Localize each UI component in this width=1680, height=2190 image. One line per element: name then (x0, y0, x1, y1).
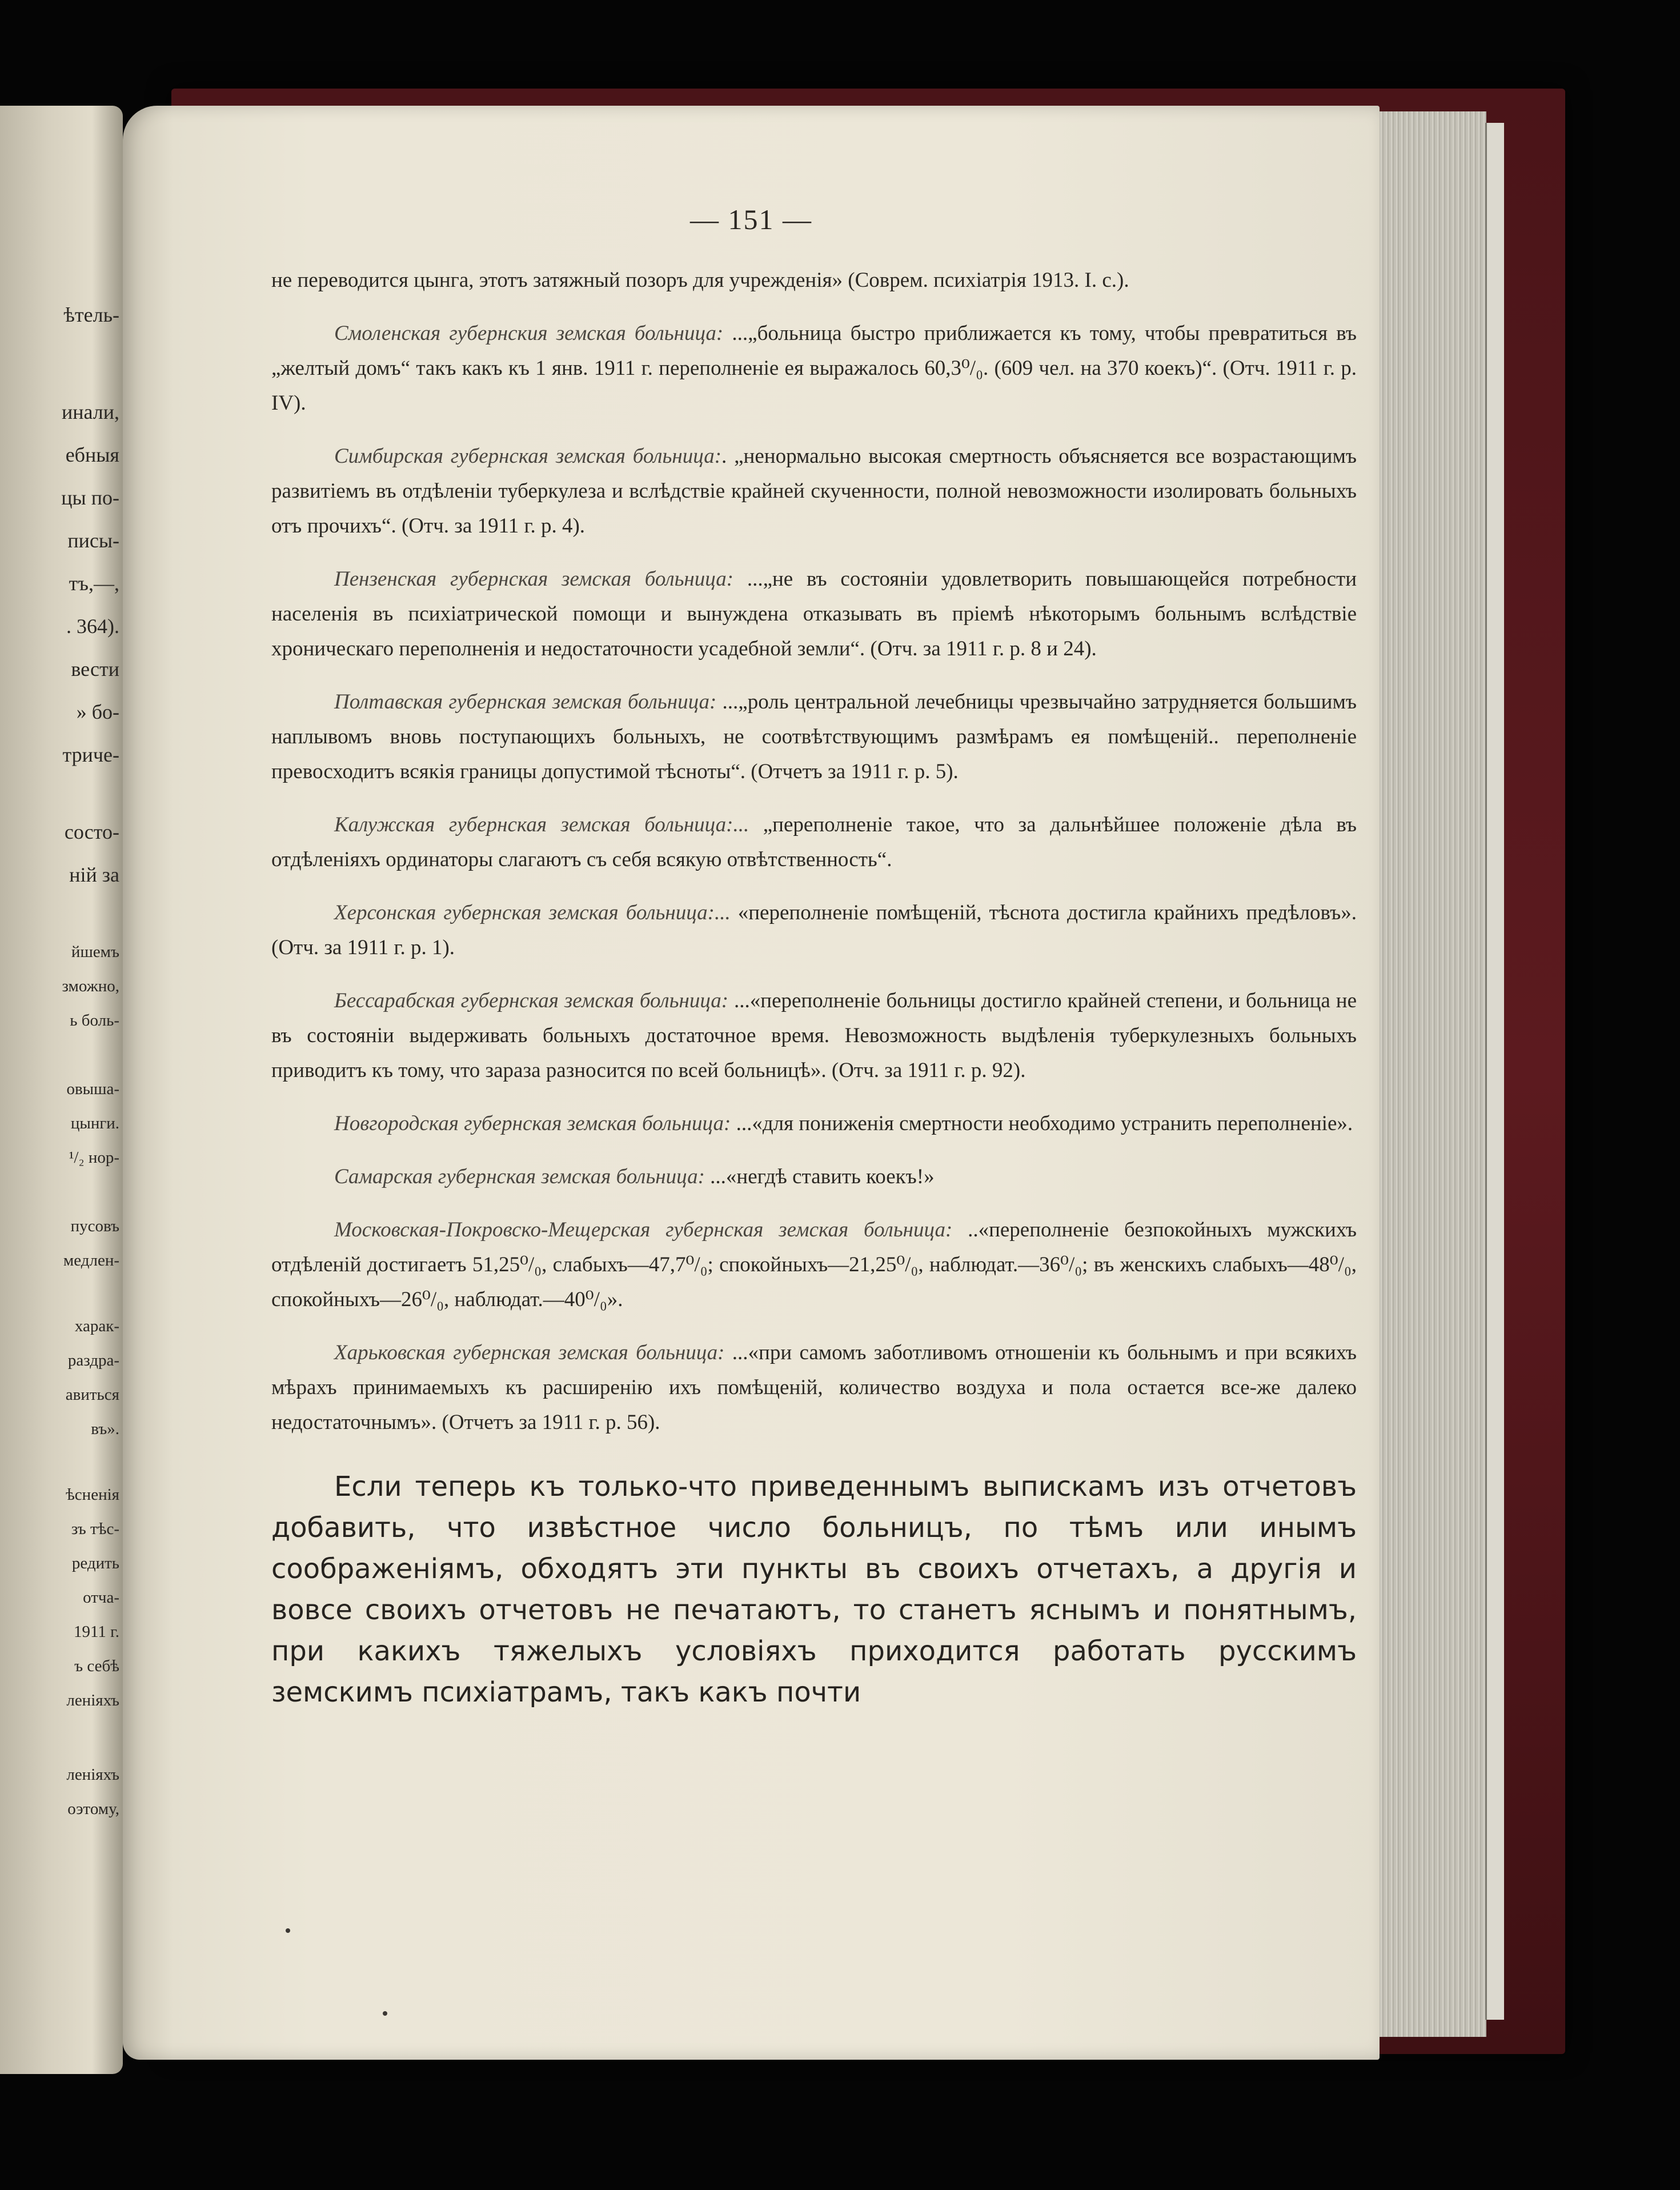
paragraph (271, 1106, 1357, 1141)
paragraph-text: ...„роль центральной лечебницы чрезвычайно затрудняется большимъ наплывомъ вновь поступающихъ больныхъ, не соотвѣтствующимъ размѣрамъ ея помѣщеній.. переполненіе превосходитъ всякія границы допустимой тѣсноты“. (Отчетъ за 1911 г. р. 5). (271, 690, 1357, 783)
speck (286, 1928, 290, 1933)
left-page-fragment: ъ себѣ (74, 1657, 119, 1675)
left-page-fragment: ¹/₂ нор- (69, 1148, 119, 1167)
paragraph (271, 684, 1357, 789)
paragraph-text: ...«для пониженія смертности необходимо устранить переполненіе». (731, 1112, 1353, 1135)
left-page-fragment: цы по- (61, 486, 119, 509)
left-page-fragment: тъ,—, (69, 572, 119, 595)
page-number: — 151 — (690, 203, 812, 235)
paragraph (271, 263, 1357, 298)
page-text (271, 263, 1357, 1731)
left-page-fragment: писы- (67, 529, 119, 552)
page-block-edge-outer (1485, 123, 1504, 2020)
paragraph-source: Смоленская губернския земская больница: (334, 322, 724, 345)
paragraph-source: Новгородская губернская земская больница: (334, 1112, 731, 1135)
speck (383, 2011, 387, 2016)
left-page-fragment: вести (71, 658, 119, 680)
paragraph-source: Херсонская губернская земская больница:... (334, 901, 731, 924)
paragraph (271, 562, 1357, 666)
paragraph-text: ...„больница быстро приближается къ тому, чтобы превратиться въ „желтый домъ“ такъ какъ къ 1 янв. 1911 г. переполненіе ея выражалось 60,3⁰/₀. (609 чел. на 370 коекъ)“. (Отч. 1911 г. р. IV). (271, 322, 1357, 415)
paragraph-source: Пензенская губернская земская больница: (334, 567, 734, 591)
left-page-fragment: . 364). (66, 615, 119, 638)
paragraph-text: . „ненормально высокая смертность объясняется все возрастающимъ развитіемъ въ отдѣленіи туберкулеза и вслѣдствіе крайней скученности, полной невозможности изолировать больныхъ отъ прочихъ“. (Отч. за 1911 г. р. 4). (271, 445, 1357, 538)
paragraph-source: Полтавская губернская земская больница: (334, 690, 717, 714)
paragraph-text: ...«переполненіе больницы достигло крайней степени, и больница не въ состояніи выдерживать больныхъ достаточное время. Невозможность выдѣленія туберкулезныхъ больныхъ приводитъ къ тому, что зараза разносится по всей больницѣ». (Отч. за 1911 г. р. 92). (271, 989, 1357, 1082)
facing-left-page (0, 106, 123, 2074)
paragraph (271, 316, 1357, 421)
paragraph-source: Бессарабская губернская земская больница: (334, 989, 729, 1012)
left-page-fragment: ь боль- (70, 1011, 119, 1030)
paragraph (271, 807, 1357, 877)
paragraph-source: Самарская губернская земская больница: (334, 1165, 705, 1188)
paragraph-text: не переводится цынга, этотъ затяжный позоръ для учрежденія» (Соврем. психіатрія 1913. I. c.). (271, 269, 1129, 292)
paragraph-source: Московская-Покровско-Мещерская губернская земская больница: (334, 1218, 953, 1242)
paragraph-text: ...„не въ состояніи удовлетворить повышающейся потребности населенія въ психіатрической помощи и вынуждена отказывать въ пріемѣ нѣкоторымъ больнымъ вслѣдствіе хроническаго переполненія и недостаточности усадебной земли“. (Отч. за 1911 г. р. 8 и 24). (271, 567, 1357, 660)
left-page-fragment: цынги. (70, 1114, 119, 1132)
left-page-fragment: отча- (83, 1588, 119, 1607)
left-page-fragment: йшемъ (71, 943, 119, 961)
page-block-edge (1368, 111, 1486, 2037)
left-page-fragment: состо- (64, 820, 119, 843)
left-page-fragment: инали, (61, 401, 119, 423)
left-page-fragment: триче- (62, 743, 119, 766)
left-page-fragment: 1911 г. (73, 1623, 119, 1641)
left-page-fragment: » бо- (76, 700, 119, 723)
paragraph (271, 439, 1357, 543)
paragraph-text: ...«при самомъ заботливомъ отношеніи къ больнымъ и при всякихъ мѣрахъ принимаемыхъ къ расширенію ихъ помѣщеній, количество воздуха и пола остается все-же далеко недостаточнымъ». (Отчетъ за 1911 г. р. 56). (271, 1341, 1357, 1434)
paragraph-source: Харьковская губернская земская больница: (334, 1341, 725, 1364)
left-page-fragment: редить (71, 1554, 119, 1572)
left-page-fragment: ній за (69, 863, 119, 886)
left-page-fragment: медлен- (63, 1251, 119, 1270)
paragraph-text: «переполненіе помѣщеній, тѣснота достигла крайнихъ предѣловъ». (Отч. за 1911 г. р. 1). (271, 901, 1357, 959)
left-page-fragment: леніяхъ (66, 1691, 119, 1709)
left-page-fragment: овыша- (66, 1080, 119, 1098)
left-page-fragment: въ». (91, 1420, 119, 1438)
left-page-fragment: леніяхъ (66, 1765, 119, 1784)
left-page-fragment: пусовъ (70, 1217, 119, 1235)
closing-paragraph: Если теперь къ только-что приведеннымъ выпискамъ изъ отчетовъ добавить, что извѣстное число больницъ, по тѣмъ или инымъ соображеніямъ, обходятъ эти пункты въ своихъ отчетахъ, а другія и вовсе своихъ отчетовъ не печатаютъ, то станетъ яснымъ и понятнымъ, при какихъ тяжелыхъ условіяхъ приходится работать русскимъ земскимъ психіатрамъ, такъ какъ почти (271, 1471, 1357, 1708)
left-page-fragment: оэтому, (67, 1800, 119, 1818)
paragraph-text: ..«переполненіе безпокойныхъ мужскихъ отдѣленій достигаетъ 51,25⁰/₀, слабыхъ—47,7⁰/₀; спокойныхъ—21,25⁰/₀, наблюдат.—36⁰/₀; въ женскихъ слабыхъ—48⁰/₀, спокойныхъ—26⁰/₀, наблюдат.—40⁰/₀». (271, 1218, 1357, 1311)
left-page-fragment: ѣтель- (63, 303, 119, 326)
paragraph (271, 983, 1357, 1088)
paragraph-source: Калужская губернская земская больница:... (334, 813, 749, 836)
paragraph-text: „переполненіе такое, что за дальнѣйшее положеніе дѣла въ отдѣленіяхъ ординаторы слагаютъ съ себя всякую отвѣтственность“. (271, 813, 1357, 871)
left-page-fragment: ебныя (65, 443, 119, 466)
book-page (123, 106, 1380, 2060)
left-page-fragment: зъ тѣс- (71, 1520, 119, 1538)
paragraph (271, 1159, 1357, 1194)
left-page-fragment: ѣсненія (66, 1486, 119, 1504)
paragraph-source: Симбирская губернская земская больница: (334, 445, 722, 468)
left-page-fragment: зможно, (62, 977, 119, 995)
paragraph-text: ...«негдѣ ставить коекъ!» (704, 1165, 935, 1188)
paragraph (271, 895, 1357, 965)
left-page-fragment: харак- (74, 1317, 119, 1335)
paragraph (271, 1335, 1357, 1440)
paragraph (271, 1212, 1357, 1317)
left-page-fragment: раздра- (67, 1351, 119, 1370)
left-page-fragment: авиться (65, 1386, 119, 1404)
